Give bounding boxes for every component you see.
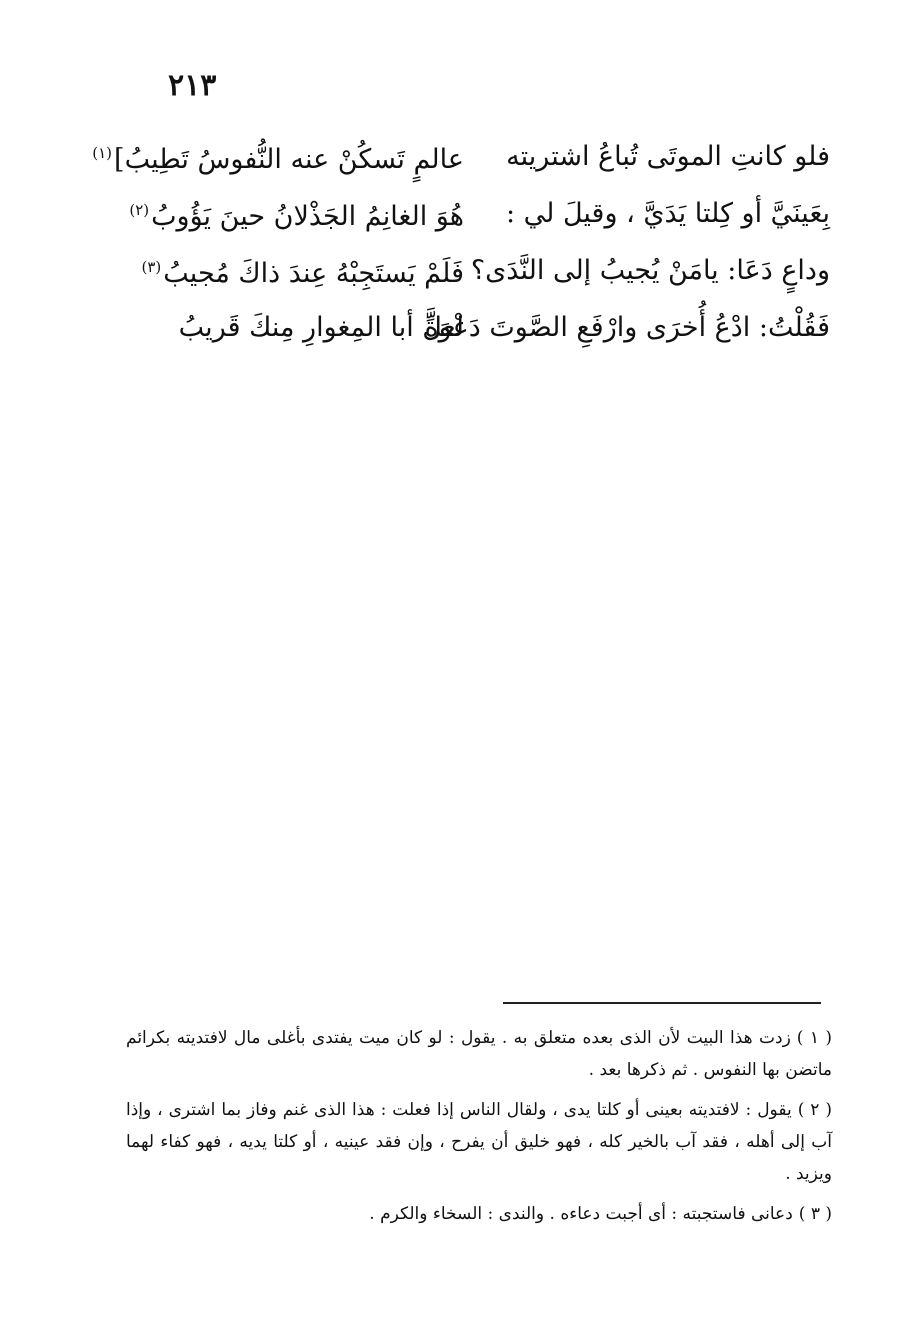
footnote-text: يقول : لافتديته بعينى أو كلتا يدى ، ولقال الناس إذا فعلت : هذا الذى غنم وفاز بما اشترى ، وإذا آب إلى أهله ، فقد آب بالخير كله ، فهو خليق أن يفرح ، وإن فقد عينيه ، أو كلتا يديه ، فهو كفاء لهما ويزيد . xyxy=(126,1100,832,1184)
verse xyxy=(130,185,830,242)
hemistich-text: فَلَمْ يَستَجِبْهُ عِندَ ذاكَ مُجيبُ xyxy=(163,258,464,289)
verse xyxy=(130,242,830,299)
hemistich-text: لعلَّ أبا المِغوارِ مِنكَ قَريبُ xyxy=(178,311,464,343)
footnote-text: دعانى فاستجبته : أى أجبت دعاءه . والندى : السخاء والكرم . xyxy=(369,1204,793,1224)
page-number: ٢١٣ xyxy=(168,68,217,103)
footnote-text: زدت هذا البيت لأن الذى بعده متعلق به . يقول : لو كان ميت يفتدى بأغلى مال لافتديته بكرائم ماتضن بها النفوس . ثم ذكرها بعد . xyxy=(126,1028,832,1080)
footnote xyxy=(126,1022,832,1086)
verse-first-hemistich: فلو كانتِ الموتَى تُباعُ اشتريته xyxy=(506,140,830,172)
footnote-number: ( ٣ ) xyxy=(798,1204,832,1224)
hemistich-text: عالمٍ تَسكُنْ عنه النُّفوسُ تَطِيبُ] xyxy=(114,144,464,175)
footnote-number: ( ٢ ) xyxy=(797,1100,833,1120)
footnote-number: ( ١ ) xyxy=(796,1028,832,1048)
poem xyxy=(92,128,830,356)
verse-first-hemistich: فَقُلْتُ: ادْعُ أُخرَى وارْفَعِ الصَّوتَ دَعْوَةً xyxy=(424,311,830,343)
verse-second-hemistich xyxy=(130,185,464,242)
footnotes xyxy=(126,1022,832,1238)
verse-second-hemistich xyxy=(130,242,464,299)
footnote xyxy=(126,1094,832,1190)
verse-first-hemistich: وداعٍ دَعَا: يامَنْ يُجيبُ إلى النَّدَى؟ xyxy=(470,254,830,286)
verse-second-hemistich xyxy=(130,303,464,353)
verse-first-hemistich: بِعَينَيَّ أو كِلتا يَدَيَّ ، وقيلَ لي : xyxy=(505,197,830,229)
verse xyxy=(130,299,830,356)
footnote xyxy=(126,1198,832,1230)
hemistich-text: هُوَ الغانِمُ الجَذْلانُ حينَ يَؤُوبُ xyxy=(151,201,464,232)
verse-second-hemistich xyxy=(92,128,464,185)
footnote-marker: (٣) xyxy=(141,258,162,276)
verse xyxy=(92,128,830,185)
footnote-marker: (١) xyxy=(92,144,113,162)
footnote-divider xyxy=(503,1002,821,1004)
footnote-marker: (٢) xyxy=(129,201,150,219)
